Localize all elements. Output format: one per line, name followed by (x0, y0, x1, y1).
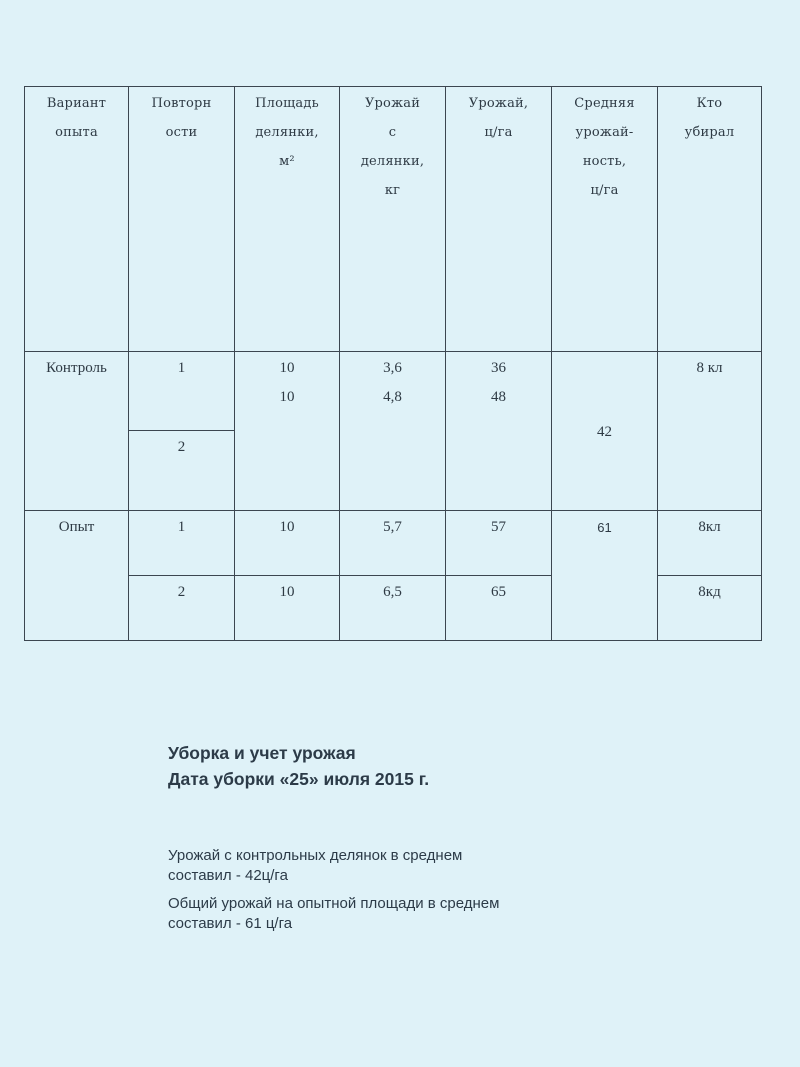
cell-control-rep2: 2 (129, 431, 235, 511)
total-yield-note: Общий урожай на опытной площади в среднем составил - 61 ц/га (168, 895, 500, 932)
header-cell-repetitions: Повторн ости (129, 87, 235, 352)
summary-block (168, 740, 688, 942)
cell-experiment-area1: 10 (235, 511, 340, 576)
header-cell-yield-cha: Урожай, ц/га (446, 87, 552, 352)
cell-control-harvested-by: 8 кл (658, 352, 762, 511)
header-row (25, 87, 762, 352)
harvest-date: Дата уборки «25» июля 2015 г. (168, 769, 430, 789)
header-cell-harvested-by: Кто убирал (658, 87, 762, 352)
table-row (25, 511, 762, 576)
control-yield-note: Урожай с контрольных делянок в среднем составил - 42ц/га (168, 847, 463, 884)
harvest-table (24, 86, 762, 641)
cell-experiment-yield-kg1: 5,7 (340, 511, 446, 576)
cell-experiment-variant: Опыт (25, 511, 129, 641)
cell-experiment-harvested-by1: 8кл (658, 511, 762, 576)
header-cell-variant: Вариант опыта (25, 87, 129, 352)
cell-experiment-area2: 10 (235, 576, 340, 641)
cell-experiment-rep2: 2 (129, 576, 235, 641)
cell-experiment-rep1: 1 (129, 511, 235, 576)
cell-control-area: 10 10 (235, 352, 340, 511)
header-cell-average-yield: Средняя урожай- ность, ц/га (552, 87, 658, 352)
header-cell-yield-kg: Урожай с делянки, кг (340, 87, 446, 352)
summary-notes (168, 846, 688, 934)
table-row (25, 352, 762, 431)
cell-experiment-yield-cha1: 57 (446, 511, 552, 576)
cell-control-rep1: 1 (129, 352, 235, 431)
summary-title: Уборка и учет урожая (168, 743, 356, 763)
cell-experiment-yield-kg2: 6,5 (340, 576, 446, 641)
cell-experiment-yield-cha2: 65 (446, 576, 552, 641)
cell-control-average: 42 (552, 352, 658, 511)
cell-experiment-harvested-by2: 8кд (658, 576, 762, 641)
header-cell-plot-area: Площадь делянки, м² (235, 87, 340, 352)
cell-control-variant: Контроль (25, 352, 129, 511)
cell-control-yield-kg: 3,6 4,8 (340, 352, 446, 511)
cell-experiment-average: 61 (552, 511, 658, 641)
cell-control-yield-cha: 36 48 (446, 352, 552, 511)
